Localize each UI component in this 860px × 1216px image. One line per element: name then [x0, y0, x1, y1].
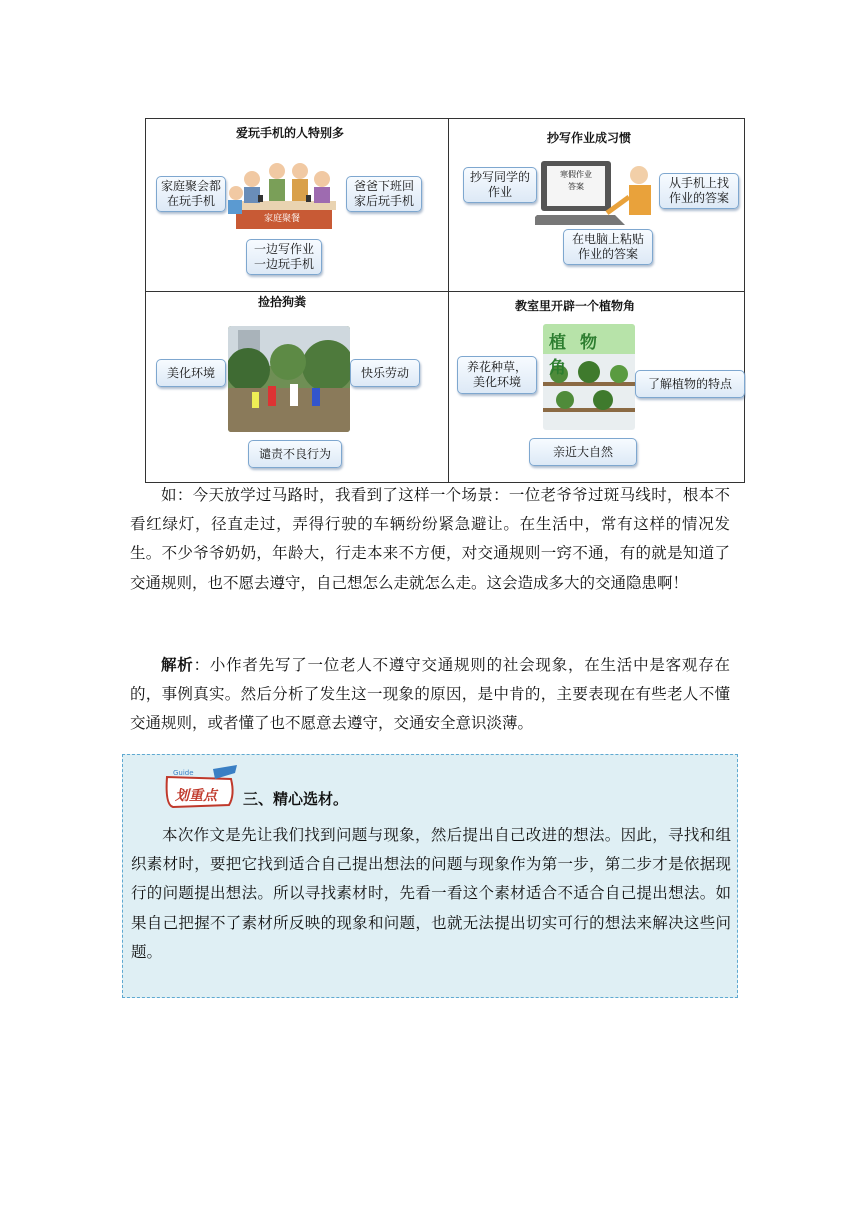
illustration-grid	[145, 118, 745, 483]
bubble: 在电脑上粘贴 作业的答案	[563, 229, 653, 265]
dinner-sign: 家庭聚餐	[264, 214, 301, 224]
bubble: 养花种草， 美化环境	[457, 356, 537, 394]
section-title: 三、精心选材。	[243, 790, 349, 808]
bubble: 爸爸下班回 家后玩手机	[346, 176, 422, 212]
cell-pick-dog-waste	[146, 292, 448, 484]
badge-small-text: Guide	[173, 769, 194, 777]
example-paragraph: 如：今天放学过马路时，我看到了这样一个场景：一位老爷爷过斑马线时，根本不看红绿灯，径直走过，弄得行驶的车辆纷纷紧急避让。在生活中，常有这样的情况发生。不少爷爷奶奶，年龄大，行走本来不方便，对交通规则一窍不通，有的就是知道了交通规则，也不愿去遵守，自己想怎么走就怎么走。这会造成多大的交通隐患啊！	[130, 486, 730, 592]
cell-title: 教室里开辟一个植物角	[515, 299, 636, 313]
cell-title: 抄写作业成习惯	[547, 131, 632, 145]
analysis-text: ：小作者先写了一位老人不遵守交通规则的社会现象，在生活中是客观存在的，事例真实。然后分析了发生这一现象的原因，是中肯的，主要表现在有些老人不懂交通规则，或者懂了也不愿意去遵守，交通安全意识淡薄。	[130, 656, 730, 733]
family-dinner-illustration	[222, 149, 346, 239]
plant-corner-photo	[543, 324, 635, 430]
section-text: 本次作文是先让我们找到问题与现象，然后提出自己改进的想法。因此，寻找和组织素材时，要把它找到适合自己提出想法的问题与现象作为第一步，第二步才是依据现行的问题提出想法。所以寻找素材时，先看一看这个素材适合不适合自己提出想法。如果自己把握不了素材所反映的现象和问题，也就无法提出切实可行的想法来解决这些问题。	[131, 826, 731, 961]
screen-text: 寒假作业 答案	[560, 170, 592, 191]
cell-plant-corner	[449, 292, 746, 484]
bubble: 抄写同学的 作业	[463, 167, 537, 203]
plant-corner-sign: 植物角	[549, 333, 611, 378]
bubble: 家庭聚会都 在玩手机	[156, 176, 226, 212]
cell-title: 捡拾狗粪	[258, 295, 307, 309]
bubble: 从手机上找 作业的答案	[659, 173, 739, 209]
bubble: 了解植物的特点	[635, 370, 745, 398]
computer-illustration	[535, 157, 665, 229]
bubble: 亲近大自然	[529, 438, 637, 466]
cell-phone-users	[146, 119, 448, 291]
cell-copy-homework	[449, 119, 746, 291]
analysis-label: 解析	[161, 656, 194, 674]
highlight-badge	[163, 765, 239, 815]
analysis-paragraph	[130, 651, 730, 739]
badge-text: 划重点	[175, 788, 217, 804]
key-point-box	[122, 754, 738, 998]
bubble: 美化环境	[156, 359, 226, 387]
park-photo	[228, 326, 350, 432]
bubble: 谴责不良行为	[248, 440, 342, 468]
bubble: 一边写作业 一边玩手机	[246, 239, 322, 275]
bubble: 快乐劳动	[350, 359, 420, 387]
cell-title: 爱玩手机的人特别多	[236, 126, 345, 140]
